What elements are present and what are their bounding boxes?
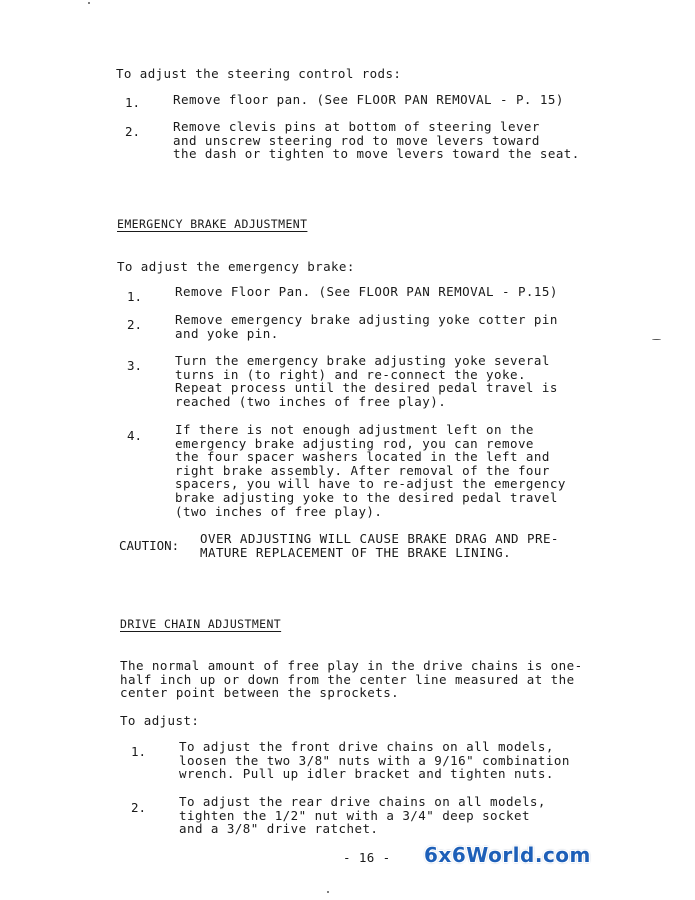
scan-speck	[652, 339, 661, 340]
drive-chain-intro: The normal amount of free play in the drive chains is one- half inch up or down from the center line measured at the center point between the sprockets.	[120, 658, 583, 701]
emergency-brake-intro: To adjust the emergency brake:	[117, 259, 355, 274]
page-number: - 16 -	[343, 850, 391, 865]
drive-chain-to-adjust: To adjust:	[120, 713, 200, 728]
steering-step-1-number: 1.	[125, 95, 141, 110]
scan-speck	[88, 2, 90, 4]
steering-intro: To adjust the steering control rods:	[116, 66, 402, 81]
drive-chain-heading: DRIVE CHAIN ADJUSTMENT	[120, 617, 282, 631]
caution-label: CAUTION:	[119, 538, 180, 553]
brake-step-3-number: 3.	[127, 358, 143, 373]
chain-step-1-text: To adjust the front drive chains on all models, loosen the two 3/8" nuts with a 9/16" combination wrench. Pull up idler bracket and tighten nuts.	[179, 739, 570, 782]
chain-step-1-number: 1.	[131, 744, 147, 759]
brake-step-4-text: If there is not enough adjustment left on the emergency brake adjusting rod, you can remove the four spacer washers located in the left and right brake assembly. After removal of the four spacers, you will have to re-adjust the emergency brake adjusting yoke to the desired pedal travel (two inches of free play).	[175, 422, 566, 519]
brake-step-4-number: 4.	[127, 428, 143, 443]
brake-step-1-text: Remove Floor Pan. (See FLOOR PAN REMOVAL - P.15)	[175, 284, 558, 299]
brake-step-3-text: Turn the emergency brake adjusting yoke several turns in (to right) and re-connect the yoke. Repeat process until the desired pedal travel is reached (two inches of free play).	[175, 353, 558, 409]
caution-text: OVER ADJUSTING WILL CAUSE BRAKE DRAG AND PRE- MATURE REPLACEMENT OF THE BRAKE LINING.	[200, 531, 559, 560]
brake-step-1-number: 1.	[127, 289, 143, 304]
steering-step-1-text: Remove floor pan. (See FLOOR PAN REMOVAL - P. 15)	[173, 92, 564, 107]
steering-step-2-number: 2.	[125, 124, 141, 139]
site-watermark: 6x6World.com	[424, 843, 591, 867]
chain-step-2-text: To adjust the rear drive chains on all models, tighten the 1/2" nut with a 3/4" deep socket and a 3/8" drive ratchet.	[179, 794, 546, 837]
emergency-brake-heading: EMERGENCY BRAKE ADJUSTMENT	[117, 217, 308, 231]
chain-step-2-number: 2.	[131, 800, 147, 815]
steering-step-2-text: Remove clevis pins at bottom of steering lever and unscrew steering rod to move levers toward the dash or tighten to move levers toward the seat.	[173, 119, 580, 162]
brake-step-2-number: 2.	[127, 317, 143, 332]
brake-step-2-text: Remove emergency brake adjusting yoke cotter pin and yoke pin.	[175, 312, 558, 341]
scan-speck	[327, 891, 329, 893]
